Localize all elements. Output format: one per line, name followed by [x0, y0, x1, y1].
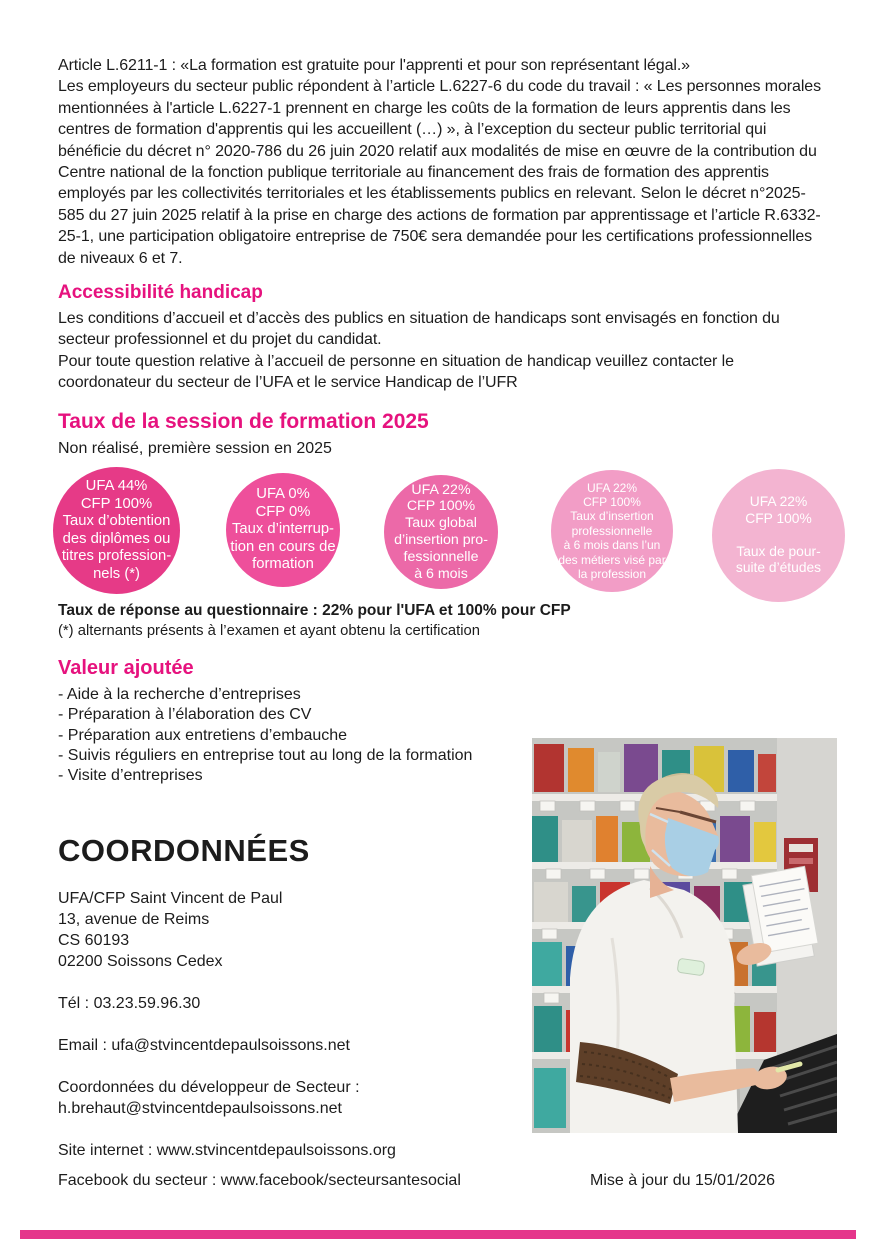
address-line: CS 60193 [58, 932, 130, 949]
rate-circle-interruption [226, 473, 340, 587]
circle-line: UFA 44% [85, 478, 148, 494]
facebook-line: Facebook du secteur : www.facebook/secteursantesocial [58, 1172, 461, 1189]
spacer [58, 972, 396, 993]
website-line: Site internet : www.stvincentdepaulsoissons.org [58, 1142, 396, 1159]
circle-line: des métiers visé par [558, 552, 666, 567]
rate-circle-diplomes [53, 467, 180, 594]
circle-line: UFA 0% [256, 486, 310, 503]
list-item: - Suivis réguliers en entreprise tout au long de la formation [58, 746, 473, 764]
rate-circle-insertion-globale [384, 475, 498, 589]
circle-line: UFA 22% [749, 494, 808, 510]
circle-line: Taux d’insertion [570, 509, 654, 524]
address-line: 02200 Soissons Cedex [58, 953, 223, 970]
rate-circle-insertion-metier [551, 470, 673, 592]
accessibility-para2: Pour toute question relative à l’accueil de personne en situation de handicap veuillez contacter le coordonateur du secteur de l’UFA et le service Handicap de l’UFR [58, 352, 734, 392]
footer-accent-bar [20, 1230, 856, 1239]
rate-circle-poursuite-etudes [712, 469, 845, 602]
list-item: - Aide à la recherche d’entreprises [58, 686, 301, 703]
list-item: - Préparation à l’élaboration des CV [58, 706, 312, 724]
circle-line: d’insertion pro- [394, 532, 488, 548]
footnote: (*) alternants présents à l’examen et ayant obtenu la certification [58, 623, 480, 639]
circle-line: CFP 0% [255, 503, 311, 520]
circle-line: des diplômes ou [62, 530, 171, 547]
intro-line1: Article L.6211-1 : «La formation est gratuite pour l'apprenti et pour son représentant légal.» [58, 57, 690, 74]
circle-line: Taux de pour- [736, 543, 821, 559]
circle-line: CFP 100% [406, 498, 476, 515]
circle-line: Taux d’interrup- [232, 521, 334, 538]
contact-title: COORDONNÉES [58, 833, 310, 868]
circle-line: CFP 100% [80, 495, 153, 512]
update-date: Mise à jour du 15/01/2026 [590, 1172, 776, 1189]
added-value-list [58, 685, 472, 786]
address-line: 13, avenue de Reims [58, 911, 210, 928]
intro-section [58, 55, 830, 269]
session-title: Taux de la session de formation 2025 [58, 410, 429, 433]
contact-block [58, 888, 396, 1161]
circle-line: UFA 22% [411, 481, 471, 498]
session-subtitle: Non réalisé, première session en 2025 [58, 440, 332, 457]
address-line: UFA/CFP Saint Vincent de Paul [58, 890, 283, 907]
rate-circles [0, 464, 874, 606]
circle-line-spacer [712, 528, 845, 544]
circle-line: CFP 100% [745, 510, 812, 526]
circle-line: la profession [577, 567, 647, 582]
developer-email: h.brehaut@stvincentdepaulsoissons.net [58, 1100, 342, 1117]
questionnaire-rate: Taux de réponse au questionnaire : 22% pour l'UFA et 100% pour CFP [58, 602, 571, 619]
spacer [58, 1056, 396, 1077]
circle-line: formation [252, 556, 314, 573]
accessibility-para1: Les conditions d’accueil et d’accès des publics en situation de handicaps sont envisagés en fonction du secteur professionnel et du projet du candidat. [58, 310, 780, 349]
circle-line: à 6 mois [414, 565, 468, 582]
circle-line: Taux global [405, 515, 477, 532]
accessibility-title: Accessibilité handicap [58, 282, 263, 303]
circle-line: UFA 22% [586, 480, 638, 495]
list-item: - Visite d’entreprises [58, 767, 203, 785]
pharmacy-photo [532, 738, 837, 1133]
circle-line: titres profession- [61, 548, 172, 564]
circle-line: professionnelle [571, 523, 653, 538]
spacer [58, 1119, 396, 1140]
circle-line: suite d’études [735, 560, 822, 576]
spacer [58, 1014, 396, 1035]
circle-line: CFP 100% [583, 494, 641, 509]
circle-line: tion en cours de [230, 538, 336, 555]
circle-line: nels (*) [93, 565, 140, 582]
circle-line: fessionnelle [403, 548, 479, 565]
added-value-title: Valeur ajoutée [58, 657, 194, 679]
list-item: - Préparation aux entretiens d’embauche [58, 726, 348, 744]
pharmacy-photo-illustration [532, 738, 837, 1133]
circle-line: Taux d’obtention [62, 513, 171, 529]
intro-body: Les employeurs du secteur public répondent à l’article L.6227-6 du code du travail : « Les personnes morales mentionnées à l'article L.6227-1 prennent en charge les coûts de la formation de leurs apprentis dans les centres de formation d'apprentis qui les accueillent (…) », à l’exception du secteur public territorial qui bénéficie du décret n° 2020-786 du 26 juin 2020 relatif aux modalités de mise en œuvre de la contribution du Centre national de la fonction publique territoriale au financement des frais de formation des apprentis employés par les collectivités territoriales et les établissements publics en relevant. Selon le décret n°2025-585 du 27 juin 2025 relatif à la prise en charge des actions de formation par apprentissage et l’article R.6332-25-1, une participation obligatoire entreprise de 750€ sera demandée pour les certifications professionnelles de niveaux 6 et 7. [58, 78, 821, 267]
accessibility-text [58, 308, 830, 394]
developer-label: Coordonnées du développeur de Secteur : [58, 1079, 360, 1096]
email-line: Email : ufa@stvincentdepaulsoissons.net [58, 1037, 350, 1054]
circle-line: à 6 mois dans l’un [563, 538, 661, 553]
phone-line: Tél : 03.23.59.96.30 [58, 995, 201, 1012]
